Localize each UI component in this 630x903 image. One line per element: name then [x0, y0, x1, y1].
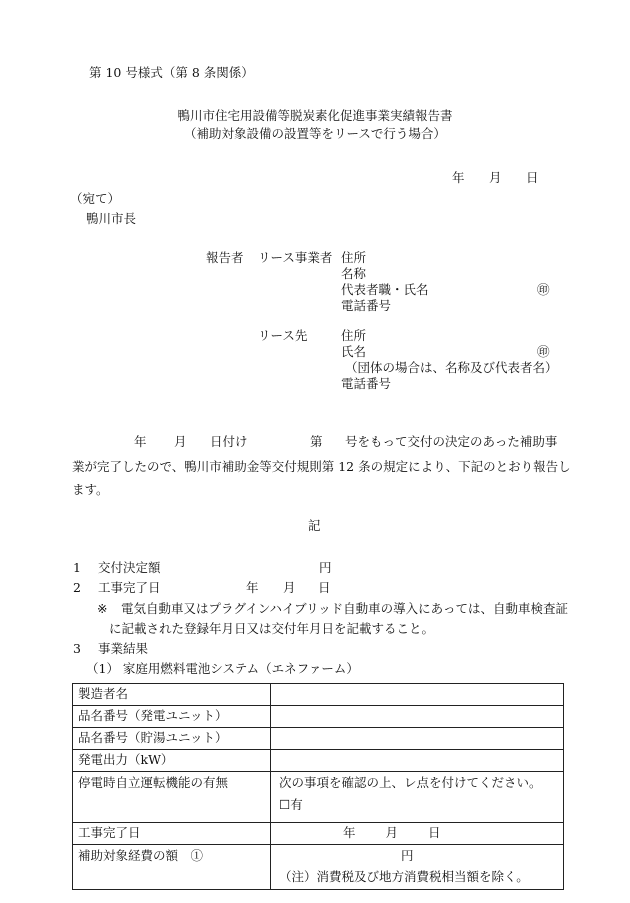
completion-year: 年 — [343, 825, 356, 841]
table-row — [73, 823, 564, 845]
item2-day: 日 — [318, 580, 331, 595]
body-day-suffix: 日付け — [210, 434, 248, 449]
item2-month: 月 — [283, 580, 296, 595]
maker-value-cell[interactable] — [271, 684, 564, 706]
lessor-rep-label: 代表者職・氏名 — [341, 282, 429, 297]
lessee-name-label: 氏名 — [341, 344, 367, 359]
model-tank-label: 品名番号（貯湯ユニット） — [73, 728, 271, 750]
sub-heading-enefarm: （1） 家庭用燃料電池システム（エネファーム） — [86, 661, 359, 676]
table-row — [73, 845, 564, 890]
item1-unit: 円 — [319, 560, 332, 575]
body-dai: 第 — [310, 434, 323, 449]
item3-number: 3 — [73, 641, 81, 656]
output-label: 発電出力（kW） — [73, 750, 271, 772]
ki-heading: 記 — [308, 518, 321, 533]
lessor-label: リース事業者 — [258, 250, 333, 265]
cost-unit: 円 — [401, 848, 414, 863]
reporter-role: 報告者 — [206, 250, 244, 265]
document-title: 鴨川市住宅用設備等脱炭素化促進事業実績報告書 — [177, 108, 453, 123]
cost-label: 補助対象経費の額 ① — [73, 845, 271, 890]
item1-number: 1 — [73, 560, 81, 575]
enefarm-table — [72, 683, 564, 890]
item2-label: 工事完了日 — [98, 580, 161, 595]
addressee-name: 鴨川市長 — [86, 211, 137, 226]
body-year: 年 — [134, 434, 147, 449]
body-line3: ます。 — [72, 482, 109, 497]
lessee-label: リース先 — [258, 328, 308, 343]
body-line1-rest: 号をもって交付の決定のあった補助事 — [345, 434, 558, 449]
model-gen-label: 品名番号（発電ユニット） — [73, 706, 271, 728]
table-row — [73, 772, 564, 823]
lessor-seal-mark: ㊞ — [537, 282, 550, 297]
note-line2: に記載された登録年月日又は交付年月日を記載すること。 — [109, 621, 435, 636]
addressee-to: （宛て） — [70, 191, 121, 206]
lessee-seal-mark: ㊞ — [537, 344, 550, 359]
table-row — [73, 728, 564, 750]
date-month: 月 — [489, 170, 502, 185]
document-subtitle: （補助対象設備の設置等をリースで行う場合） — [184, 126, 446, 141]
date-year: 年 — [452, 170, 465, 185]
completion-label: 工事完了日 — [73, 823, 271, 845]
note-mark: ※ — [97, 601, 108, 616]
check-instruction: 次の事項を確認の上、レ点を付けてください。 — [279, 775, 542, 790]
table-row — [73, 750, 564, 772]
autonomous-value-cell — [271, 772, 564, 823]
note-line1: 電気自動車又はプラグインハイブリッド自動車の導入にあっては、自動車検査証 — [121, 601, 569, 616]
item3-label: 事業結果 — [98, 641, 149, 656]
model-gen-value-cell[interactable] — [271, 706, 564, 728]
maker-label: 製造者名 — [73, 684, 271, 706]
lessor-address-label: 住所 — [341, 250, 367, 265]
cost-note: （注）消費税及び地方消費税相当額を除く。 — [279, 869, 529, 885]
output-value-cell[interactable] — [271, 750, 564, 772]
completion-month: 月 — [385, 825, 399, 841]
lessor-name-label: 名称 — [341, 266, 367, 281]
lessee-address-label: 住所 — [341, 328, 367, 343]
lessee-phone-label: 電話番号 — [341, 376, 392, 391]
table-row — [73, 684, 564, 706]
model-tank-value-cell[interactable] — [271, 728, 564, 750]
form-number: 第 10 号様式（第 8 条関係） — [89, 65, 254, 80]
check-item-yes[interactable]: ☐有 — [279, 797, 303, 813]
body-month: 月 — [174, 434, 187, 449]
lessor-phone-label: 電話番号 — [341, 298, 392, 313]
item2-number: 2 — [73, 580, 81, 595]
cost-value-cell[interactable] — [271, 845, 564, 890]
item1-label: 交付決定額 — [98, 560, 161, 575]
item2-year: 年 — [246, 580, 259, 595]
completion-value-cell[interactable] — [271, 823, 564, 845]
table-row — [73, 706, 564, 728]
completion-day: 日 — [428, 825, 441, 841]
autonomous-label: 停電時自立運転機能の有無 — [73, 772, 271, 823]
body-line2: 業が完了したので、鴨川市補助金等交付規則第 12 条の規定により、下記のとおり報告し — [72, 459, 571, 474]
lessee-org-note: （団体の場合は、名称及び代表者名） — [345, 360, 558, 375]
date-day: 日 — [526, 170, 539, 185]
